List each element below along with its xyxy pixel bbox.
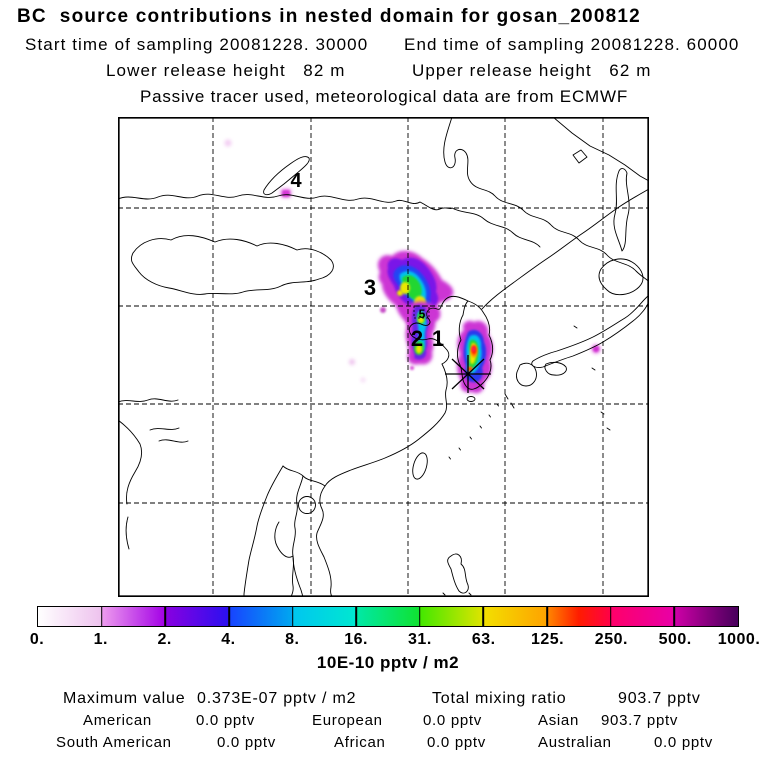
region-label-south-american: South American xyxy=(56,734,172,751)
faint-plume-spot xyxy=(349,359,355,365)
region-value-asian: 903.7 pptv xyxy=(601,712,679,729)
faint-plume-spot xyxy=(380,307,386,313)
total-ratio-label: Total mixing ratio xyxy=(432,690,567,707)
colorbar-tick-label: 4. xyxy=(221,631,236,648)
region-value-australian: 0.0 pptv xyxy=(654,734,713,751)
map-figure xyxy=(118,117,649,597)
max-value-text: 0.373E-07 pptv / m2 xyxy=(197,690,357,707)
colorbar-divider xyxy=(101,607,103,626)
colorbar-tick-label: 2. xyxy=(157,631,172,648)
end-time-text: End time of sampling 20081228. 60000 xyxy=(404,35,740,54)
upper-release-text: Upper release height 62 m xyxy=(412,61,652,80)
colorbar-tick-label: 0. xyxy=(29,631,45,648)
colorbar-tick-label: 125. xyxy=(530,631,565,648)
colorbar-tick-label: 1. xyxy=(93,631,108,648)
plume-korea xyxy=(457,321,493,394)
colorbar-divider xyxy=(483,607,485,626)
faint-plume-spot xyxy=(410,366,414,370)
colorbar-divider xyxy=(610,607,612,626)
region-value-african: 0.0 pptv xyxy=(427,734,486,751)
release-marker-label-1: 1 xyxy=(431,326,445,351)
total-ratio-value: 903.7 pptv xyxy=(618,690,701,707)
colorbar-tick-label: 63. xyxy=(471,631,496,648)
release-marker-label-3: 3 xyxy=(363,275,377,300)
region-label-australian: Australian xyxy=(538,734,612,751)
faint-plume-spot xyxy=(225,140,232,147)
page-title: BC source contributions in nested domain for gosan_200812 xyxy=(17,6,641,27)
start-time-text: Start time of sampling 20081228. 30000 xyxy=(25,35,369,54)
colorbar xyxy=(37,606,739,627)
colorbar-tick-label: 8. xyxy=(285,631,300,648)
region-value-south-american: 0.0 pptv xyxy=(217,734,276,751)
colorbar-tick-label: 500. xyxy=(658,631,692,648)
release-marker-label-4: 4 xyxy=(290,170,302,192)
colorbar-unit-label: 10E-10 pptv / m2 xyxy=(316,653,460,672)
region-label-african: African xyxy=(334,734,386,751)
region-label-american: American xyxy=(83,712,152,729)
colorbar-tick-label: 31. xyxy=(408,631,432,648)
faint-plume-spot xyxy=(361,378,366,383)
colorbar-tick-label: 1000. xyxy=(717,631,761,648)
colorbar-divider xyxy=(228,607,230,626)
colorbar-divider xyxy=(355,607,357,626)
colorbar-divider xyxy=(164,607,166,626)
release-marker-label-2: 2 xyxy=(410,326,424,351)
region-label-european: European xyxy=(312,712,383,729)
colorbar-tick-label: 16. xyxy=(344,631,368,648)
region-label-asian: Asian xyxy=(538,712,580,729)
tracer-note-text: Passive tracer used, meteorological data are from ECMWF xyxy=(139,87,629,106)
colorbar-divider xyxy=(546,607,548,626)
colorbar-tick-label: 250. xyxy=(594,631,628,648)
colorbar-divider xyxy=(292,607,294,626)
colorbar-divider xyxy=(419,607,421,626)
colorbar-ticks xyxy=(0,631,768,651)
coastlines xyxy=(118,117,649,597)
region-value-american: 0.0 pptv xyxy=(196,712,255,729)
colorbar-gradient xyxy=(38,607,738,626)
lower-release-text: Lower release height 82 m xyxy=(106,61,346,80)
colorbar-divider xyxy=(674,607,676,626)
region-value-european: 0.0 pptv xyxy=(423,712,482,729)
release-marker-label-5: 5 xyxy=(418,307,426,321)
max-value-label: Maximum value xyxy=(63,690,186,707)
